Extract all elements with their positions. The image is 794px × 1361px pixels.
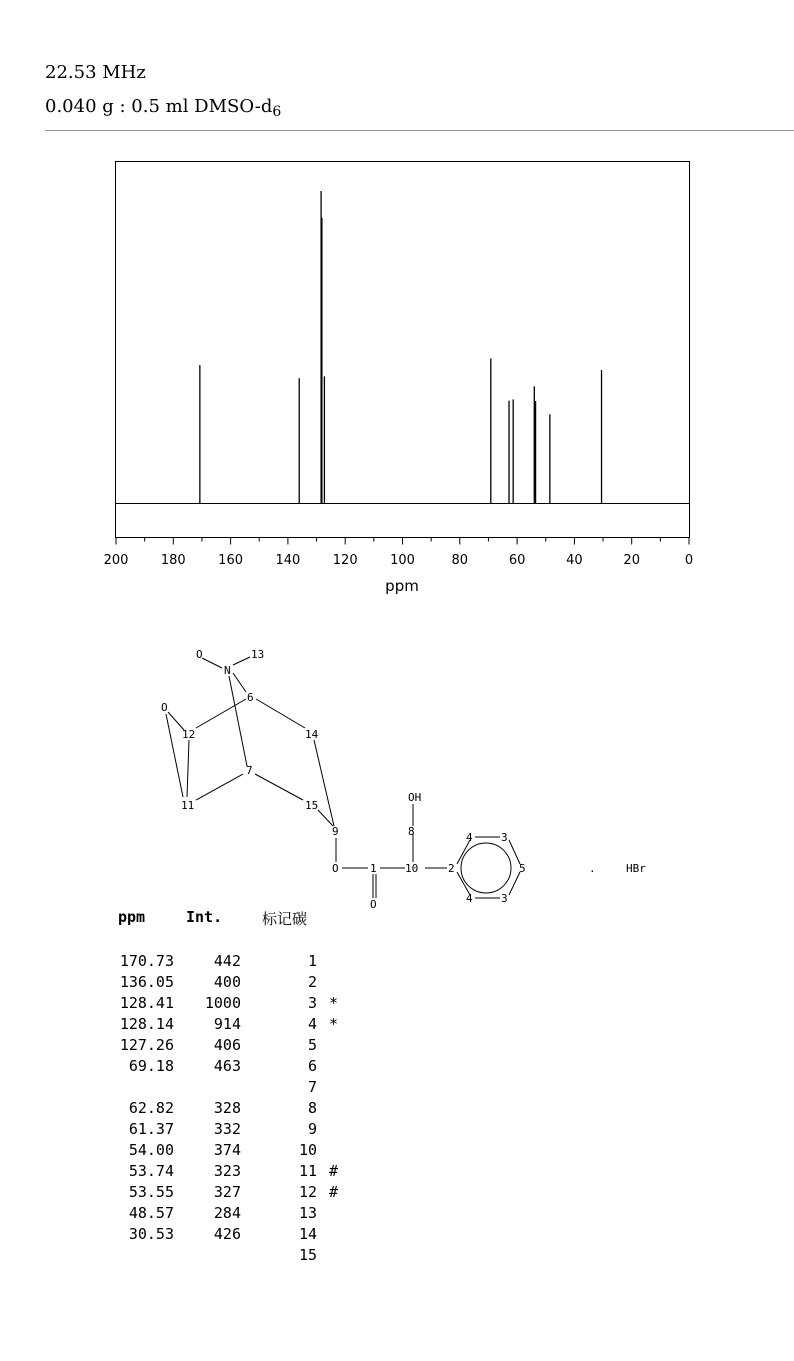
cell-ppm: 53.55 [128, 1183, 174, 1201]
cell-ppm: 54.00 [128, 1141, 174, 1159]
atom-c14: 14 [305, 728, 319, 741]
cell-intensity: 406 [213, 1036, 241, 1054]
salt-dot: . [589, 862, 596, 875]
table-row [0, 1182, 794, 1202]
cell-carbon: 2 [307, 973, 317, 991]
cell-ppm: 48.57 [128, 1204, 174, 1222]
table-row [0, 1119, 794, 1139]
x-tick-label: 100 [390, 553, 415, 568]
atom-c4-top: 4 [466, 831, 473, 844]
cell-carbon: 3 [307, 994, 317, 1012]
cell-carbon: 13 [298, 1204, 317, 1222]
table-row [0, 1245, 794, 1265]
cell-carbon: 4 [307, 1015, 317, 1033]
table-row [0, 1014, 794, 1034]
atom-c7: 7 [246, 764, 253, 777]
cell-carbon: 1 [307, 952, 317, 970]
cell-ppm: 127.26 [119, 1036, 174, 1054]
cell-carbon: 6 [307, 1057, 317, 1075]
table-row [0, 1140, 794, 1160]
cell-intensity: 284 [213, 1204, 241, 1222]
atom-o-epoxide: O [161, 701, 168, 714]
atom-o-ester: O [332, 862, 339, 875]
cell-intensity: 463 [213, 1057, 241, 1075]
table-header-intensity: Int. [186, 908, 223, 926]
cell-carbon: 5 [307, 1036, 317, 1054]
frequency-label: 22.53 MHz [45, 62, 146, 83]
cell-ppm: 128.41 [119, 994, 174, 1012]
cell-ppm: 69.18 [128, 1057, 174, 1075]
x-tick-label: 40 [566, 553, 583, 568]
cell-mark: # [329, 1162, 339, 1180]
table-row [0, 1203, 794, 1223]
table-row [0, 1161, 794, 1181]
x-tick-label: 80 [451, 553, 469, 568]
table-header-ppm: ppm [118, 908, 146, 926]
x-tick-label: 200 [103, 553, 129, 568]
x-tick-label: 20 [623, 553, 640, 568]
cell-mark: # [329, 1183, 339, 1201]
atom-c3-top: 3 [501, 831, 508, 844]
cell-carbon: 9 [307, 1120, 317, 1138]
x-tick-label: 60 [508, 553, 526, 568]
cell-intensity: 374 [213, 1141, 241, 1159]
table-row [0, 1035, 794, 1055]
table-row [0, 1224, 794, 1244]
x-tick-label: 180 [160, 553, 186, 568]
cell-ppm: 128.14 [119, 1015, 174, 1033]
sample-text: 0.040 g : 0.5 ml DMSO-d [45, 96, 273, 117]
sample-subscript: 6 [272, 104, 282, 120]
atom-c2: 2 [448, 862, 455, 875]
cell-mark: * [329, 994, 339, 1012]
table-row [0, 1056, 794, 1076]
atom-c1: 1 [370, 862, 377, 875]
x-tick-label: 160 [218, 553, 244, 568]
cell-ppm: 62.82 [128, 1099, 174, 1117]
table-header-carbon: 标记碳 [262, 910, 308, 928]
atom-c12: 12 [182, 728, 196, 741]
atom-c15: 15 [305, 799, 319, 812]
cell-carbon: 8 [307, 1099, 317, 1117]
cell-carbon: 10 [298, 1141, 317, 1159]
atom-c10: 10 [405, 862, 419, 875]
cell-carbon: 7 [307, 1078, 317, 1096]
cell-carbon: 12 [298, 1183, 317, 1201]
atom-c5: 5 [519, 862, 526, 875]
cell-ppm: 136.05 [119, 973, 174, 991]
cell-ppm: 53.74 [128, 1162, 174, 1180]
cell-intensity: 1000 [204, 994, 241, 1012]
atom-c11: 11 [181, 799, 195, 812]
cell-intensity: 328 [213, 1099, 241, 1117]
cell-intensity: 400 [213, 973, 241, 991]
x-tick-label: 120 [332, 553, 358, 568]
cell-ppm: 30.53 [128, 1225, 174, 1243]
atom-n: N [224, 664, 231, 677]
cell-intensity: 323 [213, 1162, 241, 1180]
cell-intensity: 332 [213, 1120, 241, 1138]
atom-c3-bottom: 3 [501, 892, 508, 905]
table-row [0, 1098, 794, 1118]
cell-carbon: 15 [298, 1246, 317, 1264]
atom-oh: OH [408, 791, 422, 804]
table-row [0, 972, 794, 992]
cell-ppm: 61.37 [128, 1120, 174, 1138]
atom-c6: 6 [247, 691, 254, 704]
x-tick-label: 0 [684, 553, 694, 568]
table-row [0, 951, 794, 971]
atom-o-carbonyl: O [370, 898, 377, 911]
cell-carbon: 11 [298, 1162, 317, 1180]
atom-c9: 9 [332, 825, 339, 838]
cell-carbon: 14 [298, 1225, 317, 1243]
atom-c8: 8 [408, 825, 415, 838]
x-axis-label: ppm [385, 577, 419, 595]
table-row [0, 993, 794, 1013]
cell-intensity: 327 [213, 1183, 241, 1201]
cell-mark: * [329, 1015, 339, 1033]
cell-intensity: 426 [213, 1225, 241, 1243]
table-row [0, 1077, 794, 1097]
atom-o-nitroxide: O [196, 648, 203, 661]
salt-hbr: HBr [626, 862, 646, 875]
x-tick-label: 140 [275, 553, 301, 568]
cell-intensity: 914 [213, 1015, 241, 1033]
atom-c4-bottom: 4 [466, 892, 473, 905]
cell-intensity: 442 [213, 952, 241, 970]
atom-c13: 13 [251, 648, 265, 661]
cell-ppm: 170.73 [119, 952, 174, 970]
